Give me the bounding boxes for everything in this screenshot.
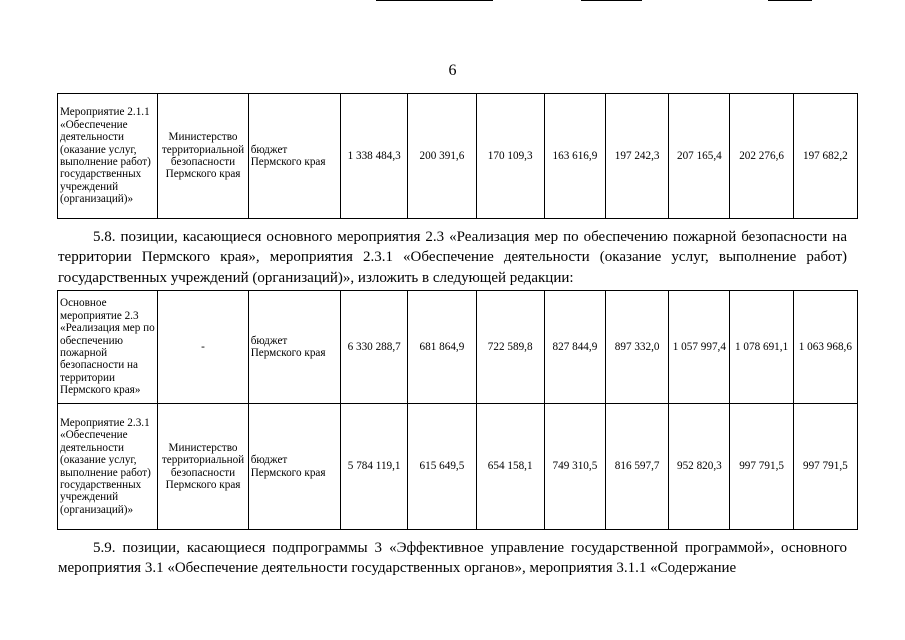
executor-cell: Министерство территориальной безопасности Пермского края xyxy=(158,94,248,219)
page-number: 6 xyxy=(448,62,457,79)
source-cell: бюджет Пермского края xyxy=(248,291,340,404)
value-cell: 1 078 691,1 xyxy=(730,291,793,404)
value-cell: 827 844,9 xyxy=(544,291,605,404)
value-cell: 163 616,9 xyxy=(544,94,605,219)
value-cell: 681 864,9 xyxy=(408,291,476,404)
value-cell: 997 791,5 xyxy=(730,404,793,530)
value-cell: 1 057 997,4 xyxy=(669,291,730,404)
table-row xyxy=(58,404,858,530)
measure-name-cell: Основное мероприятие 2.3 «Реализация мер по обеспечению пожарной безопасности на территории Пермского края» xyxy=(58,291,158,404)
value-cell: 207 165,4 xyxy=(669,94,730,219)
value-cell: 5 784 119,1 xyxy=(341,404,408,530)
funding-table-1 xyxy=(57,93,858,219)
source-cell: бюджет Пермского края xyxy=(248,94,340,219)
funding-table-2 xyxy=(57,290,858,530)
value-cell: 749 310,5 xyxy=(544,404,605,530)
paragraph-5-8 xyxy=(58,227,847,288)
value-cell: 1 338 484,3 xyxy=(341,94,408,219)
value-cell: 722 589,8 xyxy=(476,291,544,404)
table-row xyxy=(58,94,858,219)
value-cell: 997 791,5 xyxy=(793,404,857,530)
paragraph-5-8-text: 5.8. позиции, касающиеся основного мероприятия 2.3 «Реализация мер по обеспечению пожарной безопасности на территории Пермского края», мероприятия 2.3.1 «Обеспечение деятельности (оказание услуг, выполнение работ) государственных учреждений (организаций)», изложить в следующей редакции: xyxy=(58,229,847,286)
top-rule-2 xyxy=(581,0,642,1)
value-cell: 6 330 288,7 xyxy=(341,291,408,404)
source-cell: бюджет Пермского края xyxy=(248,404,340,530)
value-cell: 1 063 968,6 xyxy=(793,291,857,404)
executor-cell: - xyxy=(158,291,248,404)
measure-name-cell: Мероприятие 2.3.1 «Обеспечение деятельности (оказание услуг, выполнение работ) государственных учреждений (организаций)» xyxy=(58,404,158,530)
value-cell: 952 820,3 xyxy=(669,404,730,530)
value-cell: 816 597,7 xyxy=(606,404,669,530)
paragraph-5-9 xyxy=(58,538,847,579)
value-cell: 897 332,0 xyxy=(606,291,669,404)
paragraph-5-9-text: 5.9. позиции, касающиеся подпрограммы 3 «Эффективное управление государственной программой», основного мероприятия 3.1 «Обеспечение деятельности государственных органов», мероприятия 3.1.1 «Содержание xyxy=(58,540,847,577)
top-rule-1 xyxy=(376,0,493,1)
value-cell: 200 391,6 xyxy=(408,94,476,219)
executor-cell: Министерство территориальной безопасности Пермского края xyxy=(158,404,248,530)
value-cell: 197 682,2 xyxy=(793,94,857,219)
table-row xyxy=(58,291,858,404)
measure-name-cell: Мероприятие 2.1.1 «Обеспечение деятельности (оказание услуг, выполнение работ) государственных учреждений (организаций)» xyxy=(58,94,158,219)
top-rule-3 xyxy=(768,0,812,1)
value-cell: 197 242,3 xyxy=(606,94,669,219)
value-cell: 170 109,3 xyxy=(476,94,544,219)
value-cell: 202 276,6 xyxy=(730,94,793,219)
value-cell: 654 158,1 xyxy=(476,404,544,530)
value-cell: 615 649,5 xyxy=(408,404,476,530)
